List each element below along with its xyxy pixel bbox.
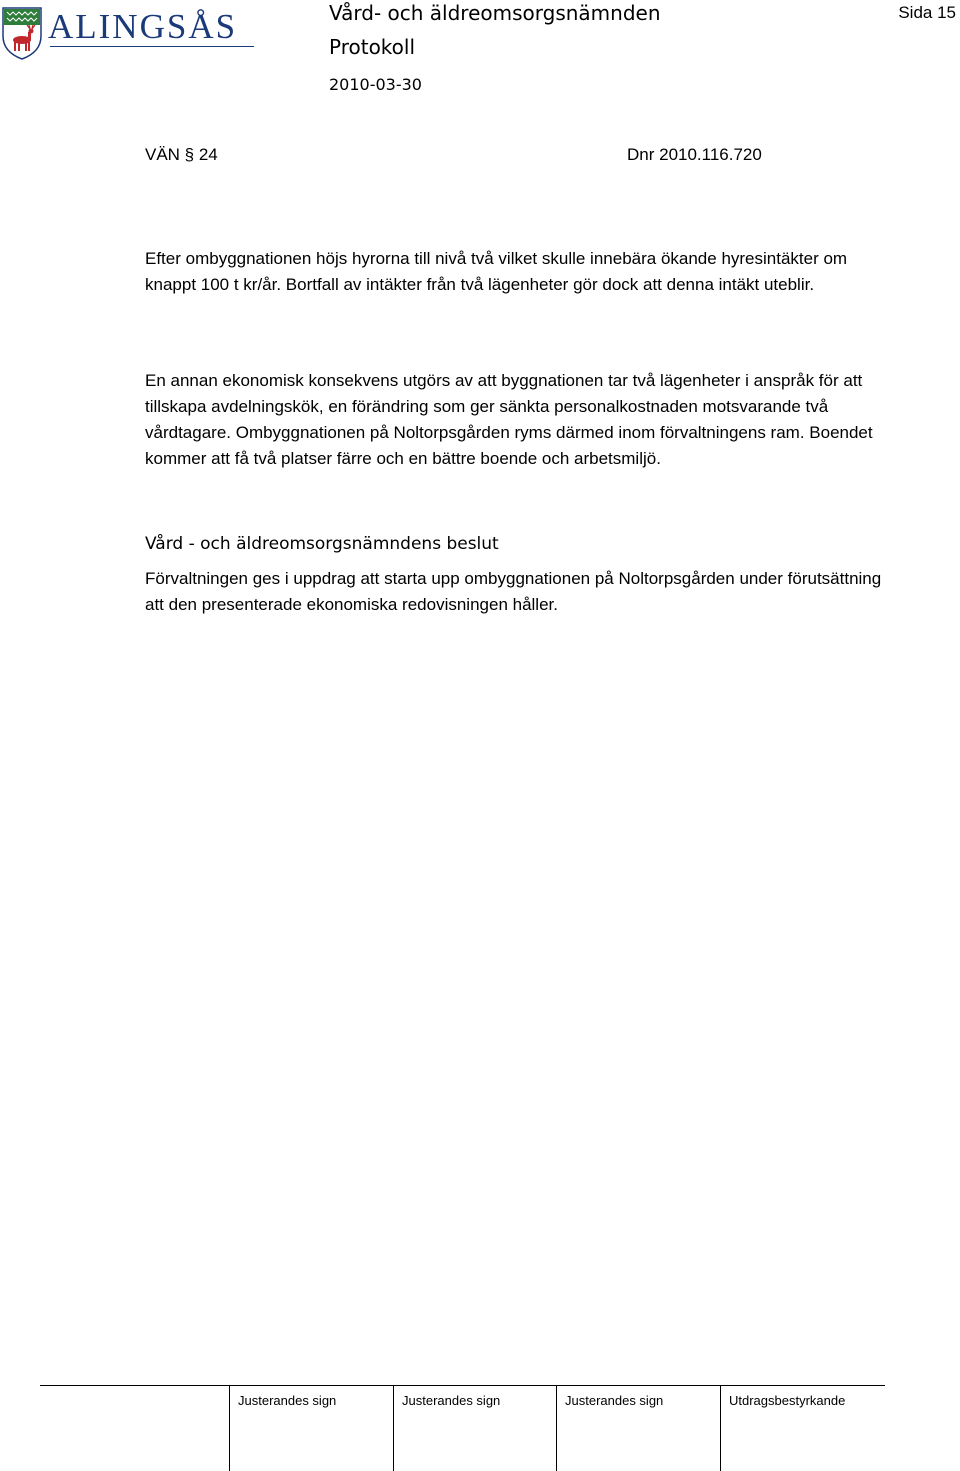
signature-cell-1: [229, 1385, 393, 1471]
decision-heading: Vård - och äldreomsorgsnämndens beslut: [145, 534, 499, 554]
body-paragraph-1: Efter ombyggnationen höjs hyrorna till nivå två vilket skulle innebära ökande hyresintäkter om knappt 100 t kr/år. Bortfall av intäkter från två lägenheter gör dock att denna intäkt uteblir.: [145, 249, 848, 294]
signature-label: Justerandes sign: [402, 1393, 501, 1408]
logo-wordmark: ALINGSÅS: [48, 7, 238, 46]
diary-number: Dnr 2010.116.720: [627, 145, 762, 164]
page-number: Sida 15: [898, 3, 956, 22]
committee-name: Vård- och äldreomsorgsnämnden: [329, 1, 661, 25]
certification-label: Utdragsbestyrkande: [729, 1393, 846, 1408]
signature-table: [40, 1385, 885, 1471]
signature-label: Justerandes sign: [565, 1393, 664, 1408]
decision-text: Förvaltningen ges i uppdrag att starta upp ombyggnationen på Noltorpsgården under förutsättning att den presenterade ekonomiska redovisningen håller.: [145, 569, 882, 614]
signature-cell-3: [556, 1385, 720, 1471]
logo-underline: [50, 46, 254, 47]
coat-of-arms-icon: [2, 6, 42, 60]
document-date: 2010-03-30: [329, 75, 422, 94]
municipality-logo: [2, 6, 257, 60]
signature-label: Justerandes sign: [238, 1393, 337, 1408]
document-type: Protokoll: [329, 35, 416, 59]
signature-cell-2: [393, 1385, 557, 1471]
case-section-id: VÄN § 24: [145, 145, 218, 164]
signature-cell-4: [720, 1385, 886, 1471]
body-paragraph-2: En annan ekonomisk konsekvens utgörs av att byggnationen tar två lägenheter i anspråk för att tillskapa avdelningskök, en förändring som ger sänkta personalkostnaden motsvarande två vårdtagare. Ombyggnationen på Noltorpsgården ryms därmed inom förvaltningens ram. Boendet kommer att få två platser färre och en bättre boende och arbetsmiljö.: [145, 371, 873, 468]
